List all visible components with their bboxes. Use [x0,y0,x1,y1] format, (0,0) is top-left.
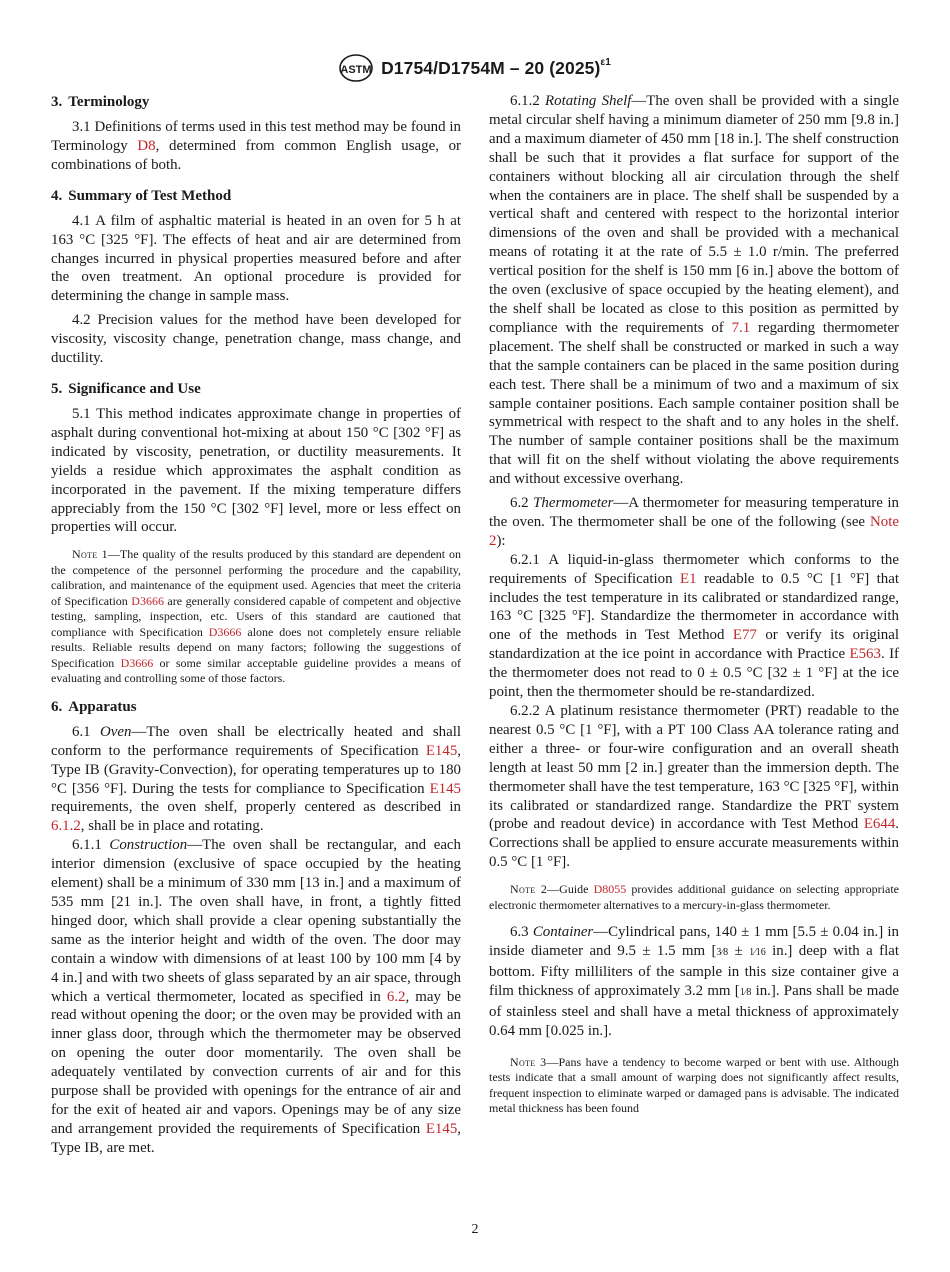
paragraph-4-2: 4.2 Precision values for the method have been developed for viscosity, viscosity change, penetration change, mass change, and ductility. [51,312,461,367]
link-d8[interactable]: D8 [137,137,156,154]
link-e644[interactable]: E644 [863,816,896,833]
standard-designation: D1754/D1754M – 20 $(2025)^{\varepsilon 1}$ [381,56,611,78]
link-e145[interactable]: E145 [425,1120,458,1137]
paragraph-6-1-2: 6.1.2 Rotating Shelf—The oven shall be provided with a single metal circular shelf having a minimum diameter of 250 mm [9.8 in.] and a maximum diameter of 450 mm [18 in.]. The shelf construction shall be such that it provides a flat surface for support of the containers without blocking all air circulation through the shelf when the containers are in place. The shelf shall be suspended by a vertical shaft and centered with respect to the horizontal interior dimensions of the oven and shall be provided with a mechanical means of rotating it at the rate of 5.5 ± 1.0 r/min. The preferred vertical position for the shelf is 150 mm [6 in.] above the bottom of the oven (exclusive of space occupied by the heating element), and the shelf shall be located as close to this position as permitted by compliance with the requirements of 7.1 regarding thermometer placement. The shelf shall be constructed or marked in such a way that the sample containers can be placed in the same position during each test. There shall be a minimum of two and a maximum of six sample container positions. Each sample container position shall be symmetrical with respect to the shaft and to any holes in the shelf. The number of sample container positions shall be the maximum that will fit on the shelf without violating the above requirements and without excessive overhang. [489,93,900,488]
note-1: Note 1—The quality of the results produced by this standard are dependent on the competence of the personnel performing the procedure and the capability, calibration, and maintenance of the equipment used. Agencies that meet the criteria of Specification D3666 are generally considered capable of competent and objective testing, sampling, inspection, etc. Users of this standard are cautioned that compliance with Specification D3666 alone does not completely ensure reliable results. Reliable results depend on many factors; following the suggestions of Specification D3666 or some similar acceptable guideline provides a means of evaluating and controlling some of those factors. [51,547,461,686]
section-5-heading: 5. Significance and Use [51,380,201,397]
section-3-heading: 3. Terminology [51,94,150,110]
page-number: 2 [471,1222,479,1237]
astm-logo-icon [339,54,373,82]
link-6-2[interactable]: 6.2 [386,988,406,1005]
paragraph-6-2-2: 6.2.2 A platinum resistance thermometer (PRT) readable to the nearest 0.5 °C [1 °F], with a PT 100 Class AA tolerance rating and either a three- or four-wire configuration and an overall sheath length at least 50 mm [2 in.] greater than the immersion depth. The thermometer shall have the test temperature, 163 °C [325 °F], within its calibrated or standardized range. Standardize the PRT system (probe and readout device) in accordance with Test Method E644. Corrections shall be applied to ensure accurate measurements within 0.5 °C [1 °F]. [489,703,899,871]
page-header [0,54,950,87]
section-6-heading: 6. Apparatus [51,698,137,715]
paragraph-6-2: 6.2 Thermometer—A thermometer for measuring temperature in the oven. The thermometer shall be one of the following (see Note 2): [489,495,899,549]
link-d8055[interactable]: D8055 [593,882,627,897]
paragraph-6-1: 6.1 Oven—The oven shall be electrically heated and shall conform to the performance requirements of Specification E145, Type IB (Gravity-Convection), for operating temperatures up to 180 °C [356 °F]. During the tests for compliance to Specification E145 requirements, the oven shelf, properly centered as described in 6.1.2, shall be in place and rotating. [51,723,461,835]
link-e563[interactable]: E563 [849,646,881,663]
link-7-1[interactable]: 7.1 [731,319,751,336]
link-e145[interactable]: E145 [425,742,458,759]
paragraph-6-2-1: 6.2.1 A liquid-in-glass thermometer which conforms to the requirements of Specification E1 readable to 0.5 °C [1 °F] that includes the test temperature in its calibrated or standardized range, 163 °C [325 °F]. Standardize the thermometer in accordance with one of the methods in Test Method E77 or verify its original standardization at the ice point in accordance with Practice E563. If the thermometer does not read to 0 ± 0.5 °C [32 ± 1 °F] at the ice point, then the thermometer should be re-standardized. [489,551,899,701]
section-4-heading: 4. Summary of Test Method [51,187,232,204]
link-d3666[interactable]: D3666 [120,655,154,670]
link-e77[interactable]: E77 [732,627,757,644]
paragraph-5-1: 5.1 This method indicates approximate change in properties of asphalt during conventional hot-mixing at about 150 °C [302 °F] as indicated by viscosity, penetration, or ductility measurements. It yields a residue which approximates the asphalt condition as incorporated in the pavement. If the mixing temperature differs appreciably from the 150 °C [302 °F] level, more or less effect on properties will occur. [51,405,461,536]
link-d3666[interactable]: D3666 [131,593,164,608]
link-d3666[interactable]: D3666 [208,624,242,639]
paragraph-6-1-1: 6.1.1 Construction—The oven shall be rectangular, and each interior dimension (exclusive of space occupied by the heating element) shall be a minimum of 330 mm [13 in.] and a maximum of 535 mm [21 in.]. The oven shall have, in front, a tightly fitted hinged door, which shall provide a clear opening substantially the same as the interior height and width of the oven. The door may contain a window with dimensions of at least 100 by 100 mm [4 by 4 in.] and with two sheets of glass separated by an air space, through which a vertical thermometer, located as specified in 6.2, may be read without opening the door; or the oven may be provided with an inner glass door, through which the thermometer may be observed on opening the outer door momentarily. The oven shall be adequately ventilated by convection currents of air and for this purpose shall be provided with openings for the entrance of air and for the exit of heated air and vapors. Openings may be of any size and arrangement provided the requirements of Specification E145, Type IB, are met. [51,837,461,1156]
link-note-2[interactable]: Note 2 [489,513,899,549]
paragraph-4-1: 4.1 A film of asphaltic material is heated in an oven for 5 h at 163 °C [325 °F]. The effects of heat and air are determined from changes incurred in physical properties measured before and after the oven treatment. An optional procedure is provided for determining the change in sample mass. [51,212,461,305]
note-3: Note 3—Pans have a tendency to become warped or bent with use. Although tests indicate that a small amount of warping does not significantly affect results, frequent inspection to eliminate warped or damaged pans is advisable. The indicated metal thickness has been found [489,1054,899,1116]
paragraph-3-1: 3.1 Definitions of terms used in this test method may be found in Terminology D8, determined from common English usage, or combinations of both. [51,119,462,173]
right-column [489,92,899,1127]
note-2: Note 2—Guide D8055 provides additional guidance on selecting appropriate electronic thermometer alternatives to a mercury-in-glass thermometer. [489,882,899,912]
link-e1[interactable]: E1 [680,570,697,587]
paragraph-6-3: 6.3 Container—Cylindrical pans, 140 ± 1 mm [5.5 ± 0.04 in.] in inside diameter and 9.5 ± 1.5 mm [3⁄8 ± 1⁄16 in.] deep with a flat bottom. Fifty milliliters of the sample in this size container give a film thickness of approximately 3.2 mm [1⁄8 in.]. Pans shall be made of stainless steel and shall have a metal thickness of approximately 0.64 mm [0.025 in.]. [489,924,900,1039]
link-e145[interactable]: E145 [429,780,461,797]
left-column [51,92,461,1158]
svg-text:ASTM: ASTM [340,64,372,76]
link-6-1-2[interactable]: 6.1.2 [51,818,81,835]
